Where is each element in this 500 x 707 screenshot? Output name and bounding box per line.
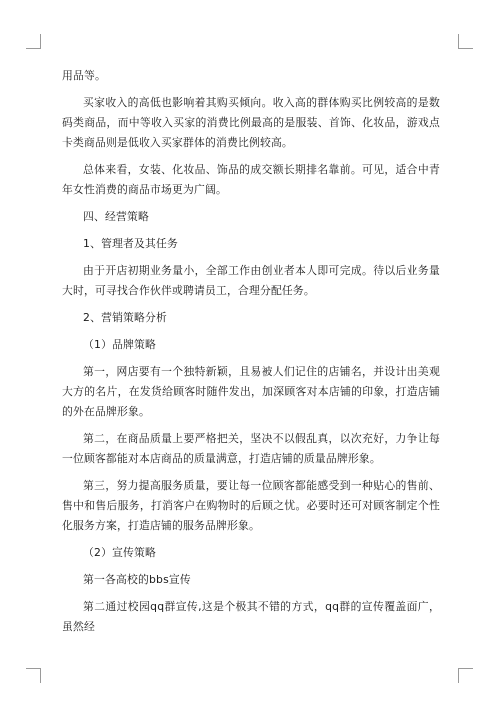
subheading-manager: 1、管理者及其任务 bbox=[83, 237, 179, 250]
document-body bbox=[62, 66, 440, 644]
paragraph-brand-first: 第一，网店要有一个独特新颖，且易被人们记住的店铺名，并设计出美观大方的名片，在发货给顾客时随件发出，加深顾客对本店铺的印象，打造店铺的外在品牌形象。 bbox=[62, 365, 440, 418]
crop-mark-bottom-right bbox=[458, 668, 473, 683]
crop-mark-bottom-left bbox=[26, 668, 41, 683]
paragraph-overall: 总体来看，女装、化妆品、饰品的成交额长期排名靠前。可见，适合中青年女性消费的商品市场更为广阔。 bbox=[62, 163, 440, 196]
subheading-marketing: 2、营销策略分析 bbox=[83, 311, 168, 324]
subheading-brand: （1）品牌策略 bbox=[83, 338, 157, 351]
paragraph-manager: 由于开店初期业务量小，全部工作由创业者本人即可完成。待以后业务量大时，可寻找合作伙伴或聘请员工，合理分配任务。 bbox=[62, 264, 440, 297]
crop-mark-top-right bbox=[458, 34, 473, 49]
section-heading-strategy: 四、经营策略 bbox=[83, 210, 149, 223]
crop-mark-top-left bbox=[26, 34, 41, 49]
paragraph-brand-third: 第三，努力提高服务质量，要让每一位顾客都能感受到一种贴心的售前、售中和售后服务，打消客户在购物时的后顾之忧。必要时还可对顾客制定个性化服务方案，打造店铺的服务品牌形象。 bbox=[62, 479, 440, 532]
paragraph-continuation: 用品等。 bbox=[62, 69, 106, 82]
subheading-promotion: （2）宣传策略 bbox=[83, 546, 157, 559]
paragraph-promotion-qq: 第二通过校园qq群宣传,这是个极其不错的方式，qq群的宣传覆盖面广，虽然经 bbox=[62, 600, 440, 633]
paragraph-brand-second: 第二，在商品质量上要严格把关，坚决不以假乱真，以次充好，力争让每一位顾客都能对本店商品的质量满意，打造店铺的质量品牌形象。 bbox=[62, 432, 440, 465]
paragraph-promotion-bbs: 第一各高校的bbs宣传 bbox=[83, 573, 191, 586]
paragraph-income: 买家收入的高低也影响着其购买倾向。收入高的群体购买比例较高的是数码类商品，而中等收入买家的消费比例最高的是服装、首饰、化妆品，游戏点卡类商品则是低收入买家群体的消费比例较高。 bbox=[62, 96, 440, 149]
